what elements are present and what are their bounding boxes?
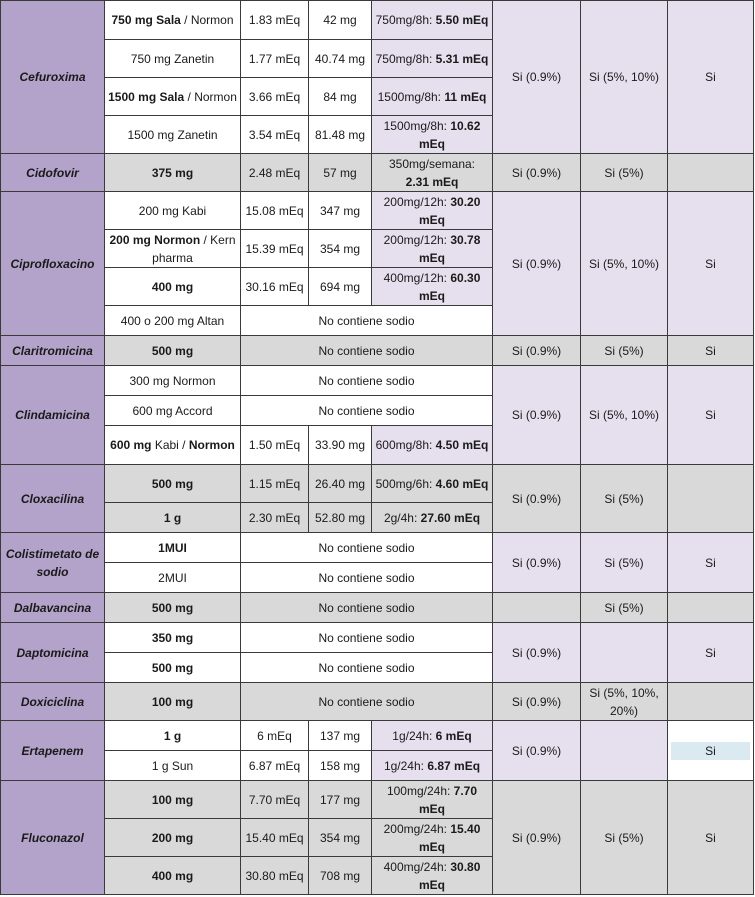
other-compat-cell: Si	[668, 1, 754, 154]
presentation-cell: 500 mg	[105, 593, 241, 623]
dose-cell: 350mg/semana: 2.31 mEq	[372, 154, 493, 192]
table-row	[1, 465, 754, 503]
table-row	[1, 336, 754, 366]
presentation-cell: 1 g Sun	[105, 751, 241, 781]
glucose-compat-cell: Si (5%, 10%, 20%)	[581, 683, 668, 721]
meq-cell: 3.54 mEq	[241, 116, 309, 154]
mg-cell: 177 mg	[309, 781, 372, 819]
dose-cell: 750mg/8h: 5.50 mEq	[372, 1, 493, 40]
presentation-cell: 500 mg	[105, 465, 241, 503]
meq-cell: 3.66 mEq	[241, 78, 309, 116]
glucose-compat-cell: Si (5%, 10%)	[581, 192, 668, 336]
highlighted-value: Si	[671, 742, 750, 760]
no-sodium-cell: No contiene sodio	[241, 306, 493, 336]
saline-compat-cell: Si (0.9%)	[493, 366, 581, 465]
dose-cell: 2g/4h: 27.60 mEq	[372, 503, 493, 533]
table-row	[1, 593, 754, 623]
drug-name-cell: Ertapenem	[1, 721, 105, 781]
glucose-compat-cell	[581, 721, 668, 781]
other-compat-cell: Si	[668, 336, 754, 366]
table-row	[1, 192, 754, 230]
meq-cell: 7.70 mEq	[241, 781, 309, 819]
glucose-compat-cell: Si (5%, 10%)	[581, 1, 668, 154]
dose-cell: 600mg/8h: 4.50 mEq	[372, 426, 493, 465]
meq-cell: 1.15 mEq	[241, 465, 309, 503]
presentation-cell: 500 mg	[105, 653, 241, 683]
other-compat-cell	[668, 721, 754, 781]
meq-cell: 6.87 mEq	[241, 751, 309, 781]
presentation-cell: 600 mg Kabi / Normon	[105, 426, 241, 465]
dose-cell: 200mg/12h: 30.78 mEq	[372, 230, 493, 268]
saline-compat-cell: Si (0.9%)	[493, 781, 581, 895]
meq-cell: 6 mEq	[241, 721, 309, 751]
meq-cell: 2.48 mEq	[241, 154, 309, 192]
other-compat-cell: Si	[668, 192, 754, 336]
presentation-cell: 600 mg Accord	[105, 396, 241, 426]
presentation-cell: 500 mg	[105, 336, 241, 366]
mg-cell: 26.40 mg	[309, 465, 372, 503]
presentation-cell: 400 o 200 mg Altan	[105, 306, 241, 336]
no-sodium-cell: No contiene sodio	[241, 653, 493, 683]
dose-cell: 750mg/8h: 5.31 mEq	[372, 40, 493, 78]
presentation-cell: 350 mg	[105, 623, 241, 653]
no-sodium-cell: No contiene sodio	[241, 396, 493, 426]
meq-cell: 2.30 mEq	[241, 503, 309, 533]
presentation-cell: 400 mg	[105, 268, 241, 306]
table-row	[1, 533, 754, 563]
mg-cell: 57 mg	[309, 154, 372, 192]
glucose-compat-cell: Si (5%, 10%)	[581, 366, 668, 465]
table-row	[1, 366, 754, 396]
mg-cell: 84 mg	[309, 78, 372, 116]
saline-compat-cell: Si (0.9%)	[493, 721, 581, 781]
presentation-cell: 1500 mg Zanetin	[105, 116, 241, 154]
table-row	[1, 623, 754, 653]
other-compat-cell	[668, 683, 754, 721]
no-sodium-cell: No contiene sodio	[241, 366, 493, 396]
glucose-compat-cell: Si (5%)	[581, 593, 668, 623]
other-compat-cell	[668, 154, 754, 192]
glucose-compat-cell: Si (5%)	[581, 465, 668, 533]
meq-cell: 15.39 mEq	[241, 230, 309, 268]
drug-name-cell: Cidofovir	[1, 154, 105, 192]
drug-name-cell: Dalbavancina	[1, 593, 105, 623]
dose-cell: 200mg/24h: 15.40 mEq	[372, 819, 493, 857]
saline-compat-cell: Si (0.9%)	[493, 683, 581, 721]
dose-cell: 200mg/12h: 30.20 mEq	[372, 192, 493, 230]
glucose-compat-cell	[581, 623, 668, 683]
table-row	[1, 1, 754, 40]
presentation-cell: 100 mg	[105, 683, 241, 721]
presentation-cell: 750 mg Sala / Normon	[105, 1, 241, 40]
mg-cell: 354 mg	[309, 819, 372, 857]
drug-name-cell: Cefuroxima	[1, 1, 105, 154]
meq-cell: 15.08 mEq	[241, 192, 309, 230]
drug-name-cell: Ciprofloxacino	[1, 192, 105, 336]
table-row	[1, 683, 754, 721]
drug-name-cell: Colistimetato de sodio	[1, 533, 105, 593]
presentation-cell: 1500 mg Sala / Normon	[105, 78, 241, 116]
no-sodium-cell: No contiene sodio	[241, 683, 493, 721]
drug-name-cell: Daptomicina	[1, 623, 105, 683]
saline-compat-cell: Si (0.9%)	[493, 465, 581, 533]
saline-compat-cell: Si (0.9%)	[493, 154, 581, 192]
mg-cell: 33.90 mg	[309, 426, 372, 465]
dose-cell: 1500mg/8h: 11 mEq	[372, 78, 493, 116]
mg-cell: 694 mg	[309, 268, 372, 306]
no-sodium-cell: No contiene sodio	[241, 533, 493, 563]
mg-cell: 81.48 mg	[309, 116, 372, 154]
table-row	[1, 781, 754, 819]
other-compat-cell: Si	[668, 533, 754, 593]
mg-cell: 347 mg	[309, 192, 372, 230]
saline-compat-cell	[493, 593, 581, 623]
saline-compat-cell: Si (0.9%)	[493, 1, 581, 154]
dose-cell: 1500mg/8h: 10.62 mEq	[372, 116, 493, 154]
meq-cell: 1.83 mEq	[241, 1, 309, 40]
other-compat-cell	[668, 593, 754, 623]
mg-cell: 708 mg	[309, 857, 372, 895]
meq-cell: 1.50 mEq	[241, 426, 309, 465]
drug-name-cell: Claritromicina	[1, 336, 105, 366]
dose-cell: 400mg/24h: 30.80 mEq	[372, 857, 493, 895]
saline-compat-cell: Si (0.9%)	[493, 192, 581, 336]
drug-name-cell: Cloxacilina	[1, 465, 105, 533]
saline-compat-cell: Si (0.9%)	[493, 533, 581, 593]
other-compat-cell: Si	[668, 623, 754, 683]
drug-name-cell: Fluconazol	[1, 781, 105, 895]
presentation-cell: 375 mg	[105, 154, 241, 192]
presentation-cell: 2MUI	[105, 563, 241, 593]
mg-cell: 40.74 mg	[309, 40, 372, 78]
table-row	[1, 721, 754, 751]
dose-cell: 1g/24h: 6 mEq	[372, 721, 493, 751]
meq-cell: 1.77 mEq	[241, 40, 309, 78]
other-compat-cell: Si	[668, 781, 754, 895]
mg-cell: 137 mg	[309, 721, 372, 751]
table-row	[1, 154, 754, 192]
glucose-compat-cell: Si (5%)	[581, 533, 668, 593]
meq-cell: 30.16 mEq	[241, 268, 309, 306]
presentation-cell: 400 mg	[105, 857, 241, 895]
glucose-compat-cell: Si (5%)	[581, 336, 668, 366]
presentation-cell: 200 mg Kabi	[105, 192, 241, 230]
meq-cell: 30.80 mEq	[241, 857, 309, 895]
no-sodium-cell: No contiene sodio	[241, 563, 493, 593]
no-sodium-cell: No contiene sodio	[241, 623, 493, 653]
mg-cell: 354 mg	[309, 230, 372, 268]
dose-cell: 100mg/24h: 7.70 mEq	[372, 781, 493, 819]
other-compat-cell	[668, 465, 754, 533]
presentation-cell: 100 mg	[105, 781, 241, 819]
no-sodium-cell: No contiene sodio	[241, 336, 493, 366]
dose-cell: 400mg/12h: 60.30 mEq	[372, 268, 493, 306]
saline-compat-cell: Si (0.9%)	[493, 336, 581, 366]
glucose-compat-cell: Si (5%)	[581, 781, 668, 895]
presentation-cell: 200 mg	[105, 819, 241, 857]
mg-cell: 42 mg	[309, 1, 372, 40]
presentation-cell: 1MUI	[105, 533, 241, 563]
meq-cell: 15.40 mEq	[241, 819, 309, 857]
no-sodium-cell: No contiene sodio	[241, 593, 493, 623]
mg-cell: 158 mg	[309, 751, 372, 781]
presentation-cell: 200 mg Normon / Kern pharma	[105, 230, 241, 268]
saline-compat-cell: Si (0.9%)	[493, 623, 581, 683]
other-compat-cell: Si	[668, 366, 754, 465]
drug-name-cell: Clindamicina	[1, 366, 105, 465]
dose-cell: 1g/24h: 6.87 mEq	[372, 751, 493, 781]
presentation-cell: 1 g	[105, 503, 241, 533]
presentation-cell: 1 g	[105, 721, 241, 751]
presentation-cell: 300 mg Normon	[105, 366, 241, 396]
presentation-cell: 750 mg Zanetin	[105, 40, 241, 78]
drug-name-cell: Doxiciclina	[1, 683, 105, 721]
dose-cell: 500mg/6h: 4.60 mEq	[372, 465, 493, 503]
mg-cell: 52.80 mg	[309, 503, 372, 533]
glucose-compat-cell: Si (5%)	[581, 154, 668, 192]
